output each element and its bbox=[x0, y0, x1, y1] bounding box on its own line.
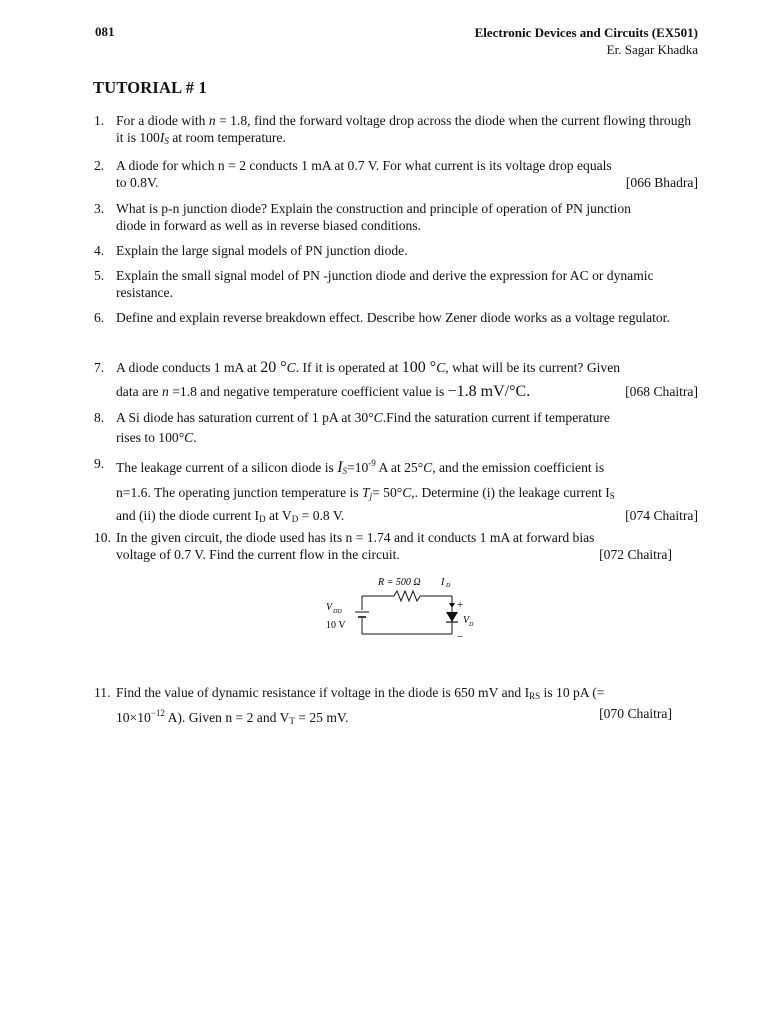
question-number: 2. bbox=[94, 158, 105, 173]
question-text: A diode for which n = 2 conducts 1 mA at 0.7 V. For what current is its voltage drop equals to 0.8V. [066 Bhadra] bbox=[116, 158, 698, 190]
circuit-diagram bbox=[322, 574, 492, 646]
current-label: I bbox=[441, 577, 445, 588]
current-sub: D bbox=[446, 583, 451, 589]
resistor-symbol bbox=[394, 591, 420, 601]
diode-symbol bbox=[446, 612, 458, 622]
question-10 bbox=[94, 529, 698, 563]
question-number: 4. bbox=[94, 243, 105, 258]
resistor-label: R = 500 Ω bbox=[378, 577, 421, 588]
question-4 bbox=[94, 242, 698, 259]
exam-tag: [070 Chaitra] bbox=[599, 706, 672, 721]
question-text: In the given circuit, the diode used has its n = 1.74 and it conducts 1 mA at forward bias voltage of 0.7 V. Find the current flow in the circuit. [072 Chaitra] bbox=[116, 530, 672, 562]
source-label: V bbox=[326, 602, 333, 613]
vd-plus: + bbox=[457, 599, 464, 611]
question-number: 6. bbox=[94, 310, 105, 325]
question-1 bbox=[94, 112, 698, 150]
question-6 bbox=[94, 309, 698, 326]
question-text: Define and explain reverse breakdown effect. Describe how Zener diode works as a voltage regulator. bbox=[116, 310, 670, 325]
page-header bbox=[475, 24, 698, 58]
question-9 bbox=[94, 453, 698, 528]
exam-tag: [068 Chaitra] bbox=[625, 384, 698, 399]
tutorial-title: TUTORIAL # 1 bbox=[93, 78, 207, 97]
vd-label: V bbox=[463, 615, 470, 626]
exam-tag: [074 Chaitra] bbox=[625, 508, 698, 523]
question-text: Explain the large signal models of PN junction diode. bbox=[116, 243, 408, 258]
question-5 bbox=[94, 267, 698, 301]
course-code: 081 bbox=[95, 24, 115, 39]
question-text: For a diode with n = 1.8, find the forward voltage drop across the diode when the current flowing through it is $100I_S$ at room temperature. bbox=[116, 113, 692, 146]
question-number: 1. bbox=[94, 113, 105, 128]
question-text: What is p-n junction diode? Explain the construction and principle of operation of PN junction diode in forward as well as in reverse biased conditions. bbox=[116, 201, 631, 233]
question-8 bbox=[94, 408, 698, 448]
question-2 bbox=[94, 157, 698, 191]
source-sub: DD bbox=[333, 609, 342, 615]
vd-sub: D bbox=[469, 622, 474, 628]
question-number: 10. bbox=[94, 530, 111, 545]
question-text: The leakage current of a silicon diode is $I_S=10^{-9}$ A at 25°C, and the emission coefficient is n=1.6. The operating junction temperature is $T_j= 50^\circ C$,. Determine (i) the leakage current $I_S$ and (ii) the diode current $I_D$ at $V_D = 0.8$ V. [074 Chaitra] bbox=[116, 458, 698, 524]
question-11 bbox=[94, 684, 698, 730]
exam-tag: [066 Bhadra] bbox=[625, 175, 698, 190]
question-text: Explain the small signal model of PN -junction diode and derive the expression for AC or dynamic resistance. bbox=[116, 268, 654, 300]
question-number: 8. bbox=[94, 410, 105, 425]
question-number: 11. bbox=[94, 685, 111, 700]
course-title: Electronic Devices and Circuits (EX501) bbox=[474, 25, 698, 40]
exam-tag: [072 Chaitra] bbox=[599, 547, 672, 562]
author-name: Er. Sagar Khadka bbox=[606, 42, 698, 57]
question-7 bbox=[94, 356, 698, 404]
current-arrow bbox=[449, 603, 455, 608]
question-text: A diode conducts 1 mA at 20 °C. If it is operated at 100 °C, what will be its current? Given data are n =1.8 and negative temperature coefficient value is −1.8 mV/°C. [068 Chaitra] bbox=[116, 356, 698, 404]
question-text: Find the value of dynamic resistance if voltage in the diode is 650 mV and $I_{RS}$ is 10 pA (= $10\times 10^{-12}$ A). Given n = 2 and $V_T = 25$ mV. [070 Chaitra] bbox=[116, 685, 672, 726]
question-number: 7. bbox=[94, 360, 105, 375]
question-number: 3. bbox=[94, 201, 105, 216]
vd-minus: − bbox=[457, 631, 464, 643]
question-text: A Si diode has saturation current of 1 pA at 30°C.Find the saturation current if temperature rises to 100°C. bbox=[116, 410, 610, 445]
question-number: 5. bbox=[94, 268, 105, 283]
question-number: 9. bbox=[94, 456, 105, 471]
question-3 bbox=[94, 200, 698, 234]
source-value: 10 V bbox=[326, 620, 346, 631]
